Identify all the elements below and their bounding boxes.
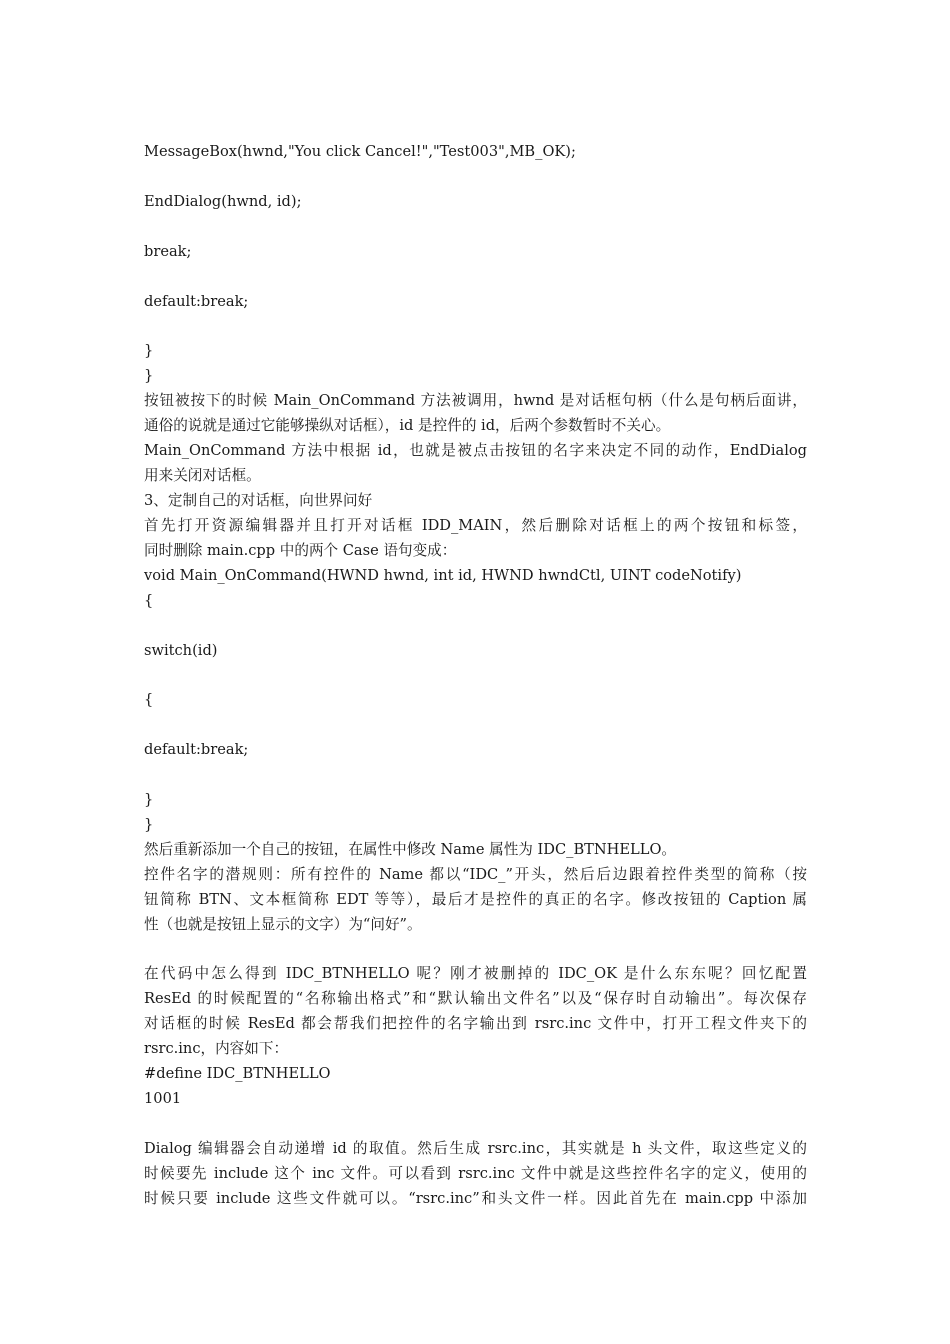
paragraph-line: Dialog 编辑器会自动递增 id 的取值。然后生成 rsrc.inc，其实就是 h 头文件，取这些定义的 [144,1140,807,1157]
paragraph-line: 首先打开资源编辑器并且打开对话框 IDD_MAIN，然后删除对话框上的两个按钮和标签， [144,517,807,534]
paragraph-line: ResEd 的时候配置的“名称输出格式”和“默认输出文件名”以及“保存时自动输出”。每次保存 [144,990,807,1007]
paragraph-line: 按钮被按下的时候 Main_OnCommand 方法被调用，hwnd 是对话框句柄（什么是句柄后面讲， [144,392,807,409]
code-line: break; [144,243,192,260]
paragraph-line: rsrc.inc，内容如下： [144,1040,289,1057]
paragraph-line: 用来关闭对话框。 [144,467,261,484]
code-line: MessageBox(hwnd,"You click Cancel!","Test003",MB_OK); [144,143,576,160]
paragraph-line: 同时删除 main.cpp 中的两个 Case 语句变成： [144,542,457,559]
paragraph-line: 通俗的说就是通过它能够操纵对话框），id 是控件的 id，后两个参数暂时不关心。 [144,417,671,434]
code-line: } [144,367,154,384]
paragraph-line: 控件名字的潜规则：所有控件的 Name 都以“IDC_”开头，然后后边跟着控件类型的简称（按 [144,866,807,883]
code-line: default:break; [144,293,249,310]
paragraph-line: 时候只要 include 这些文件就可以。“rsrc.inc”和头文件一样。因此首先在 main.cpp 中添加 [144,1190,807,1207]
paragraph-line: 钮简称 BTN、文本框简称 EDT 等等），最后才是控件的真正的名字。修改按钮的 Caption 属 [144,891,807,908]
paragraph-line: 时候要先 include 这个 inc 文件。可以看到 rsrc.inc 文件中就是这些控件名字的定义，使用的 [144,1165,807,1182]
paragraph-line: Main_OnCommand 方法中根据 id，也就是被点击按钮的名字来决定不同的动作，EndDialog [144,442,807,459]
code-line: default:break; [144,741,249,758]
paragraph-line: 对话框的时候 ResEd 都会帮我们把控件的名字输出到 rsrc.inc 文件中，打开工程文件夹下的 [144,1015,807,1032]
paragraph-line: 性（也就是按钮上显示的文字）为“问好”。 [144,916,422,933]
code-line: 1001 [144,1090,182,1107]
paragraph-line: 然后重新添加一个自己的按钮，在属性中修改 Name 属性为 IDC_BTNHELLO。 [144,841,676,858]
code-line: { [144,691,154,708]
paragraph-line: 在代码中怎么得到 IDC_BTNHELLO 呢？刚才被删掉的 IDC_OK 是什么东东呢？回忆配置 [144,965,807,982]
code-line: #define IDC_BTNHELLO [144,1065,331,1082]
section-heading: 3、定制自己的对话框，向世界问好 [144,492,373,509]
code-line: } [144,791,154,808]
code-line: { [144,592,154,609]
code-line: void Main_OnCommand(HWND hwnd, int id, HWND hwndCtl, UINT codeNotify) [144,567,742,584]
code-line: switch(id) [144,642,218,659]
code-line: } [144,816,154,833]
code-line: } [144,342,154,359]
code-line: EndDialog(hwnd, id); [144,193,302,210]
